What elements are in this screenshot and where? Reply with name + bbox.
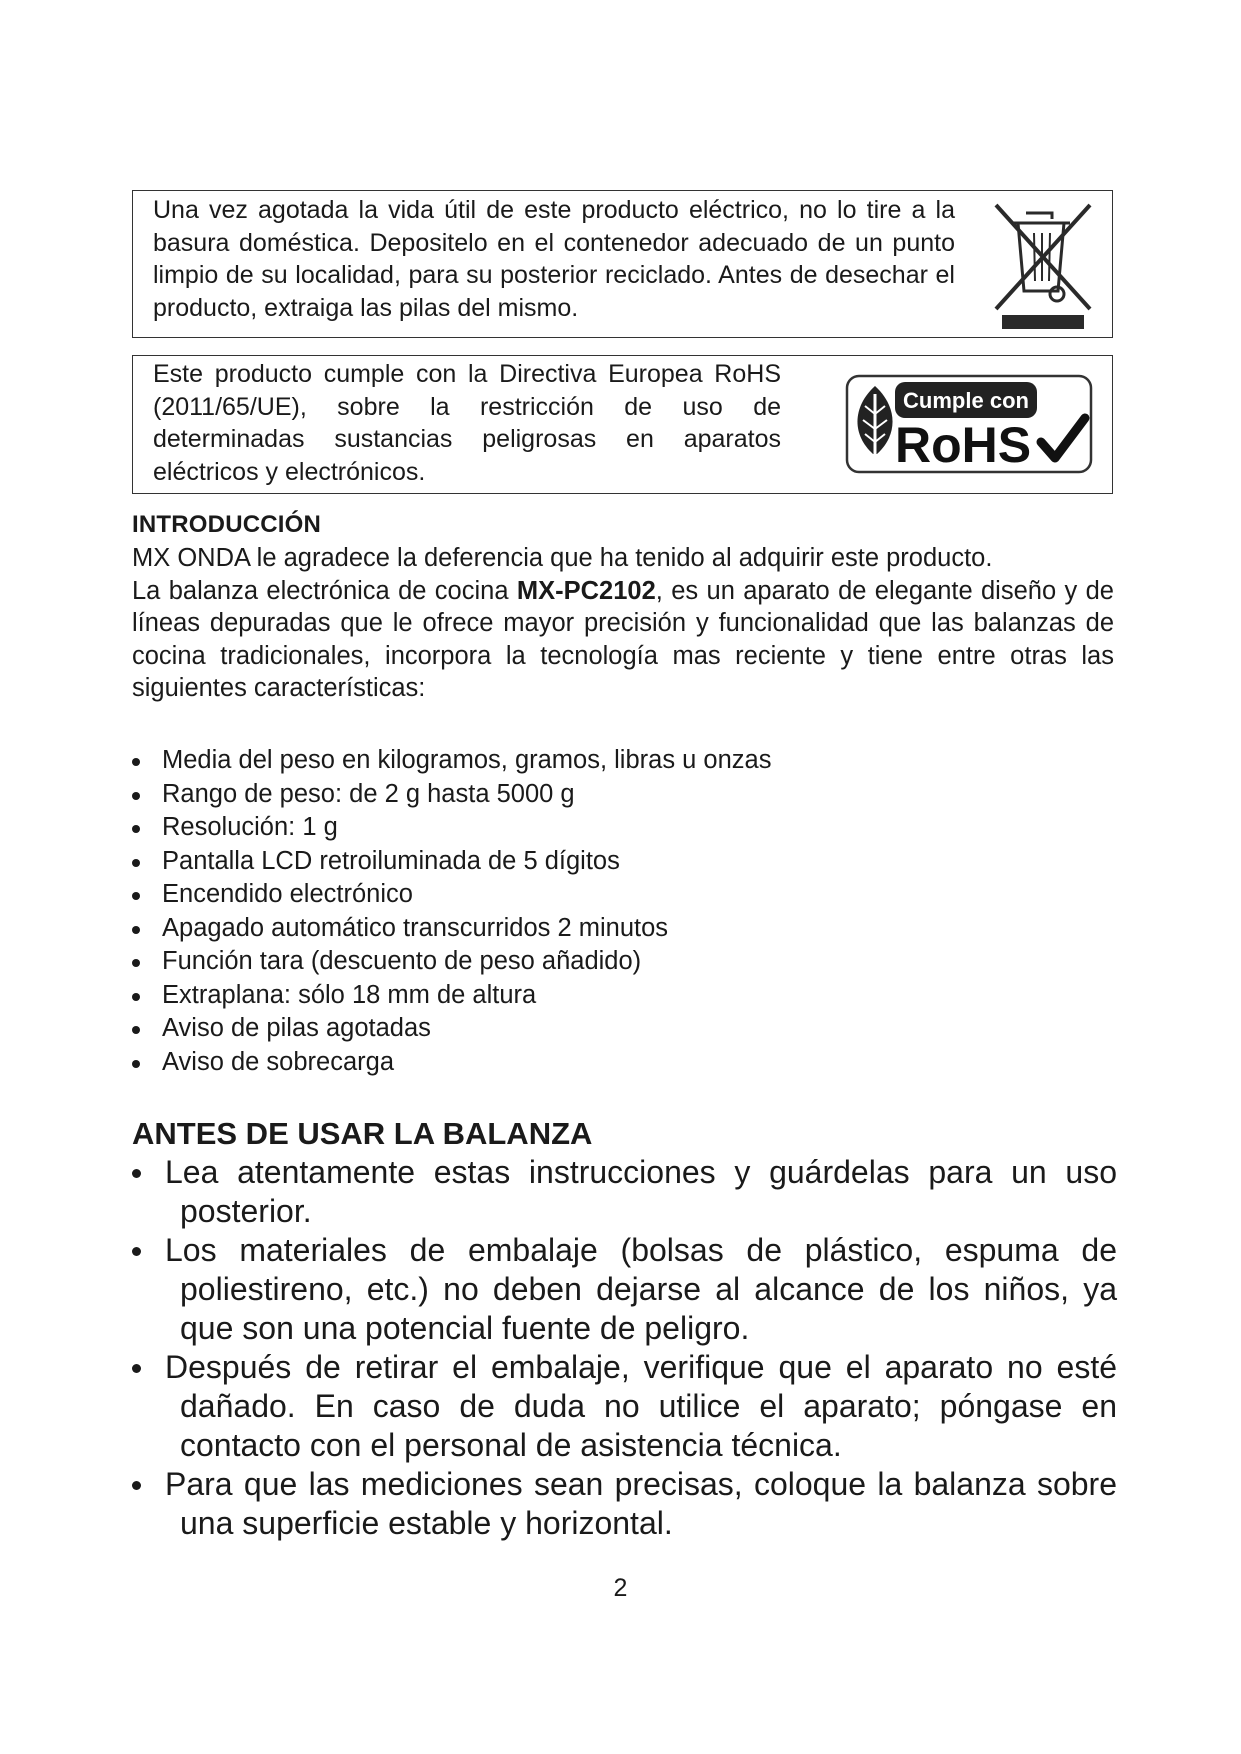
crossed-out-wheelie-bin-icon: [990, 199, 1096, 331]
rohs-compliance-logo: [845, 374, 1093, 474]
rohs-compliance-notice: [132, 355, 1113, 494]
list-item: Aviso de pilas agotadas: [132, 1012, 1032, 1046]
list-item: Para que las mediciones sean precisas, coloque la balanza sobre una superficie estable y horizontal.: [132, 1465, 1117, 1543]
model-number: MX-PC2102: [516, 576, 656, 605]
rohs-logo-text: RoHS: [895, 417, 1032, 473]
list-item: Rango de peso: de 2 g hasta 5000 g: [132, 778, 1032, 812]
list-item: Después de retirar el embalaje, verifique que el aparato no esté dañado. En caso de duda no utilice el aparato; póngase en contacto con el personal de asistencia técnica.: [132, 1348, 1117, 1465]
rohs-logo-badge-text: Cumple con: [903, 388, 1029, 413]
before-use-list: [132, 1153, 1117, 1543]
introduction-body: [132, 542, 1114, 705]
features-list: [132, 744, 1032, 1079]
list-item: Aviso de sobrecarga: [132, 1046, 1032, 1080]
list-item: Encendido electrónico: [132, 878, 1032, 912]
list-item: Resolución: 1 g: [132, 811, 1032, 845]
introduction-description: La balanza electrónica de cocina MX-PC2102, es un aparato de elegante diseño y de líneas depuradas que le ofrece mayor precisión y funcionalidad que las balanzas de cocina tradicionales, incorpora la tecnología mas reciente y tiene entre otras las siguientes características:: [132, 576, 1114, 702]
weee-notice-text: Una vez agotada la vida útil de este producto eléctrico, no lo tire a la basura doméstica. Depositelo en el contenedor adecuado de un punto limpio de su localidad, para su posterior reciclado. Antes de desechar el producto, extraiga las pilas del mismo.: [153, 196, 955, 322]
list-item: Lea atentamente estas instrucciones y guárdelas para un uso posterior.: [132, 1153, 1117, 1231]
rohs-notice-text: Este producto cumple con la Directiva Europea RoHS (2011/65/UE), sobre la restricción de uso de determinadas sustancias peligrosas en aparatos eléctricos y electrónicos.: [153, 360, 781, 486]
introduction-thanks: MX ONDA le agradece la deferencia que ha tenido al adquirir este producto.: [132, 544, 993, 572]
list-item: Apagado automático transcurridos 2 minutos: [132, 912, 1032, 946]
before-use-heading: ANTES DE USAR LA BALANZA: [132, 1116, 593, 1151]
introduction-heading: INTRODUCCIÓN: [132, 511, 322, 538]
list-item: Extraplana: sólo 18 mm de altura: [132, 979, 1032, 1013]
list-item: Función tara (descuento de peso añadido): [132, 945, 1032, 979]
list-item: Media del peso en kilogramos, gramos, libras u onzas: [132, 744, 1032, 778]
list-item: Pantalla LCD retroiluminada de 5 dígitos: [132, 845, 1032, 879]
weee-disposal-notice: [132, 190, 1113, 338]
page-number: 2: [613, 1574, 628, 1602]
list-item: Los materiales de embalaje (bolsas de plástico, espuma de poliestireno, etc.) no deben dejarse al alcance de los niños, ya que son una potencial fuente de peligro.: [132, 1231, 1117, 1348]
